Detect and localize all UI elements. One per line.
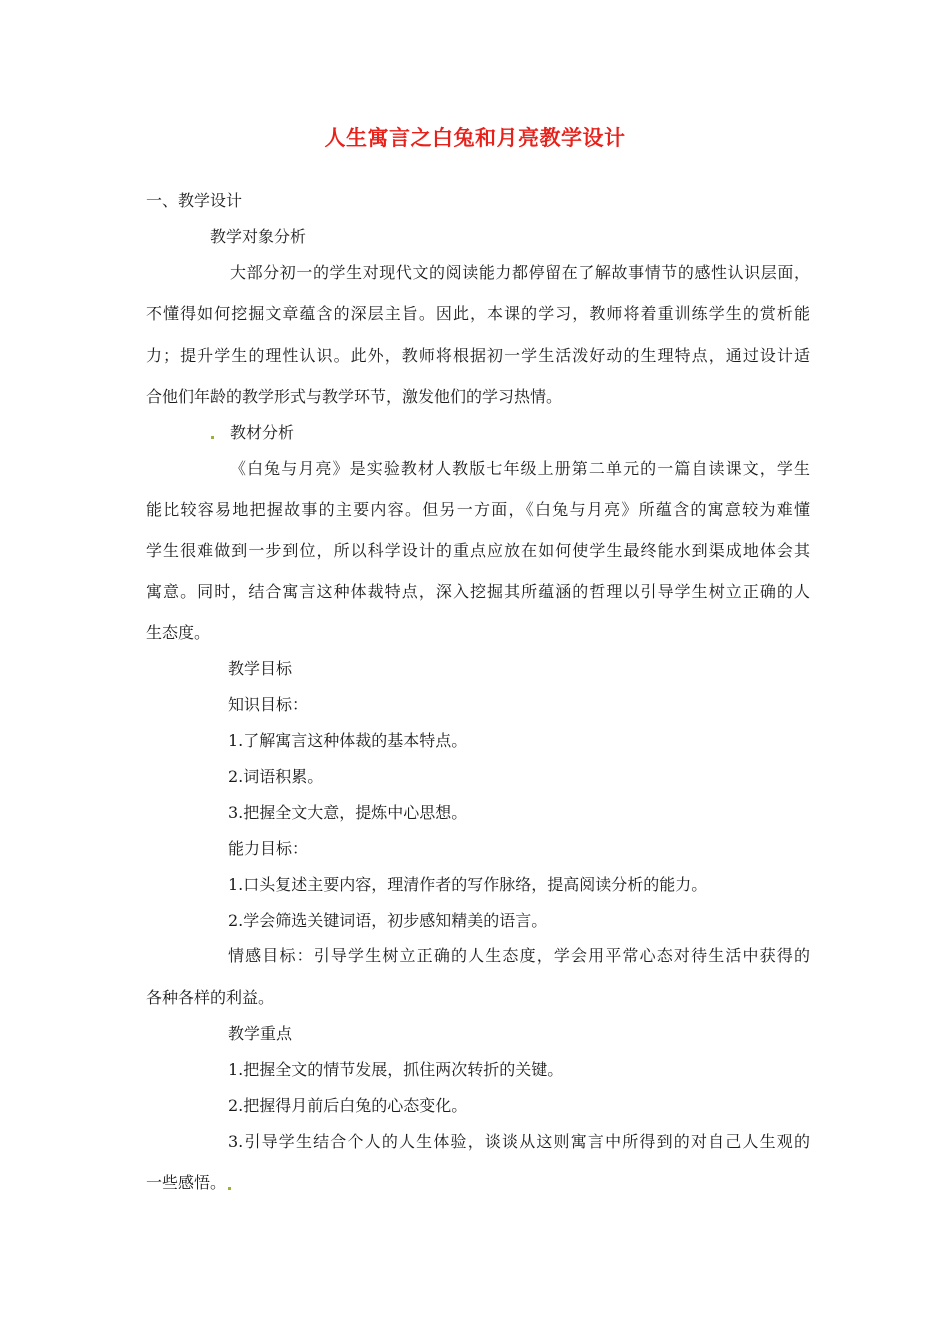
analysis-heading: 教学对象分析	[210, 227, 307, 246]
document-title: 人生寓言之白兔和月亮教学设计	[324, 126, 626, 150]
list-item: 2.词语积累。	[228, 767, 324, 786]
list-item: 一些感悟。	[146, 1173, 227, 1192]
paragraph-line: 力；提升学生的理性认识。此外，教师将根据初一学生活泼好动的生理特点，通过设计适	[146, 346, 810, 365]
list-item: 1.了解寓言这种体裁的基本特点。	[228, 731, 468, 750]
bullet-mark	[228, 1187, 231, 1190]
key-heading: 教学重点	[228, 1024, 293, 1043]
goals-heading: 教学目标	[228, 659, 293, 678]
emotion-goal-line: 情感目标：引导学生树立正确的人生态度，学会用平常心态对待生活中获得的	[228, 946, 810, 965]
list-item: 1.口头复述主要内容，理清作者的写作脉络，提高阅读分析的能力。	[228, 875, 708, 894]
paragraph-line: 大部分初一的学生对现代文的阅读能力都停留在了解故事情节的感性认识层面，	[230, 263, 810, 282]
paragraph-line: 不懂得如何挖掘文章蕴含的深层主旨。因此，本课的学习，教师将着重训练学生的赏析能	[146, 304, 810, 323]
paragraph-line: 生态度。	[146, 623, 211, 642]
list-item: 3.把握全文大意，提炼中心思想。	[228, 803, 468, 822]
emotion-goal-line: 各种各样的利益。	[146, 988, 275, 1007]
bullet-mark	[211, 436, 214, 439]
list-item: 3.引导学生结合个人的人生体验，谈谈从这则寓言中所得到的对自己人生观的	[228, 1132, 810, 1151]
list-item: 1.把握全文的情节发展，抓住两次转折的关键。	[228, 1060, 564, 1079]
ability-heading: 能力目标：	[228, 839, 309, 858]
list-item: 2.学会筛选关键词语，初步感知精美的语言。	[228, 911, 548, 930]
material-heading: 教材分析	[230, 423, 295, 442]
knowledge-heading: 知识目标：	[228, 695, 309, 714]
paragraph-line: 《白兔与月亮》是实验教材人教版七年级上册第二单元的一篇自读课文，学生	[230, 459, 810, 478]
paragraph-line: 能比较容易地把握故事的主要内容。但另一方面，《白兔与月亮》所蕴含的寓意较为难懂	[146, 500, 810, 519]
list-item: 2.把握得月前后白兔的心态变化。	[228, 1096, 468, 1115]
paragraph-line: 学生很难做到一步到位，所以科学设计的重点应放在如何使学生最终能水到渠成地体会其	[146, 541, 810, 560]
paragraph-line: 寓意。同时，结合寓言这种体裁特点，深入挖掘其所蕴涵的哲理以引导学生树立正确的人	[146, 582, 810, 601]
paragraph-line: 合他们年龄的教学形式与教学环节，激发他们的学习热情。	[146, 387, 563, 406]
section-heading: 一、教学设计	[146, 191, 243, 210]
